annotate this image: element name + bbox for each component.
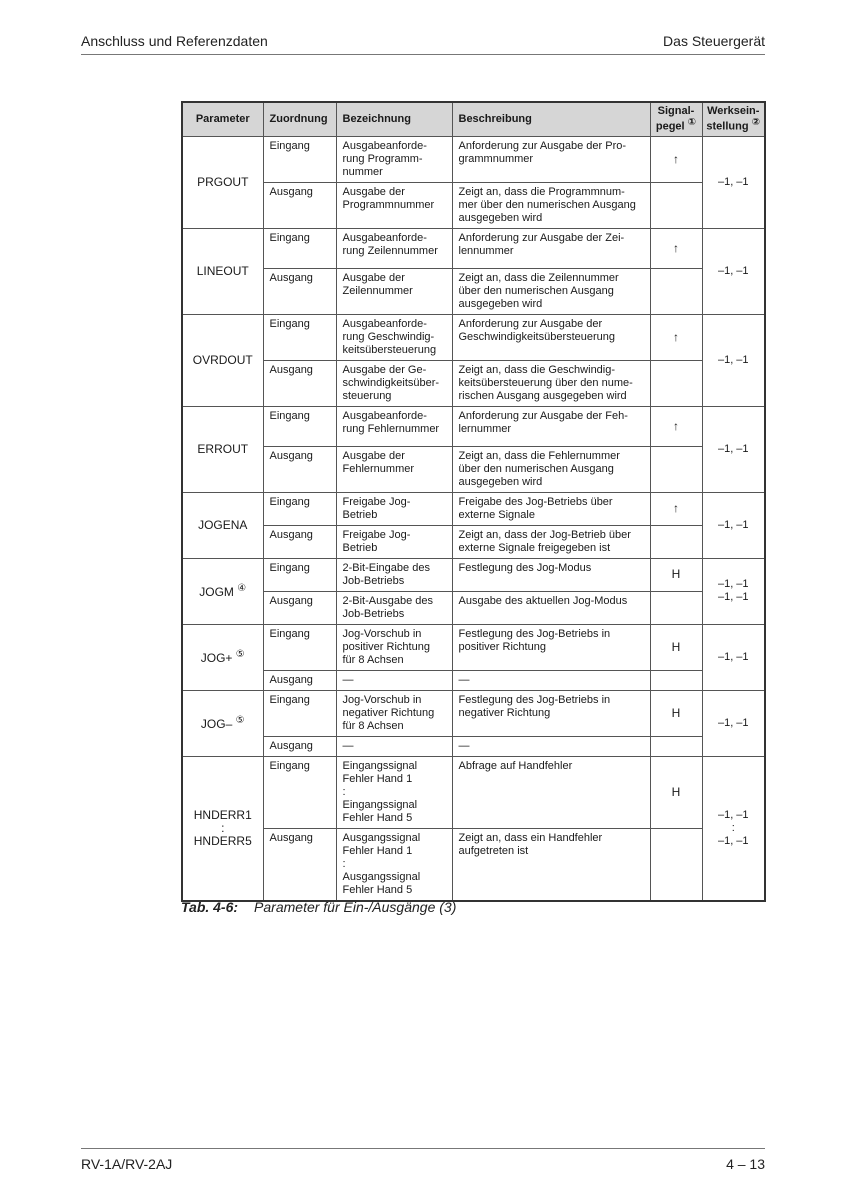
zuordnung-cell: Eingang — [263, 624, 336, 670]
zuordnung-cell: Eingang — [263, 136, 336, 182]
signal-level-cell — [650, 670, 702, 690]
table-row — [182, 591, 765, 624]
parameter-cell — [182, 492, 263, 558]
beschreibung-cell: Anforderung zur Ausgabe der Zei- lennummer — [452, 228, 650, 268]
default-setting-cell: –1, –1 — [702, 314, 765, 406]
signal-level-cell — [650, 828, 702, 901]
parameter-cell — [182, 690, 263, 756]
bezeichnung-cell: Ausgabe der Programmnummer — [336, 182, 452, 228]
beschreibung-cell: Anforderung zur Ausgabe der Pro- grammnummer — [452, 136, 650, 182]
zuordnung-cell: Ausgang — [263, 360, 336, 406]
running-header-chapter: Anschluss und Referenzdaten — [81, 33, 268, 49]
beschreibung-cell: Zeigt an, dass die Zeilennummer über den numerischen Ausgang ausgegeben wird — [452, 268, 650, 314]
signal-level-cell: H — [650, 690, 702, 736]
beschreibung-cell: Festlegung des Jog-Modus — [452, 558, 650, 591]
table-row — [182, 492, 765, 525]
column-header-zuordnung: Zuordnung — [263, 102, 336, 136]
parameter-name: LINEOUT — [196, 263, 249, 278]
zuordnung-cell: Eingang — [263, 756, 336, 828]
zuordnung-cell: Eingang — [263, 314, 336, 360]
zuordnung-cell: Ausgang — [263, 525, 336, 558]
signal-level-cell: ↑ — [650, 228, 702, 268]
signal-level-cell: ↑ — [650, 492, 702, 525]
parameter-cell — [182, 756, 263, 901]
table-row — [182, 314, 765, 360]
zuordnung-cell: Ausgang — [263, 828, 336, 901]
table-row — [182, 690, 765, 736]
parameter-name: HNDERR1 : HNDERR5 — [193, 807, 252, 848]
table-row — [182, 828, 765, 901]
beschreibung-cell: Zeigt an, dass die Geschwindig- keitsübersteuerung über den nume- rischen Ausgang ausgegeben wird — [452, 360, 650, 406]
table-row — [182, 736, 765, 756]
signal-level-cell: H — [650, 558, 702, 591]
parameter-name: OVRDOUT — [192, 352, 253, 367]
bezeichnung-cell: 2-Bit-Ausgabe des Job-Betriebs — [336, 591, 452, 624]
column-header-signalpegel — [650, 102, 702, 136]
table-row — [182, 446, 765, 492]
parameter-name: PRGOUT — [197, 174, 249, 189]
signal-level-cell: H — [650, 756, 702, 828]
footer-divider — [81, 1148, 765, 1149]
beschreibung-cell: Ausgabe des aktuellen Jog-Modus — [452, 591, 650, 624]
caption-label: Tab. 4-6: — [181, 899, 239, 915]
table-row — [182, 525, 765, 558]
parameter-cell — [182, 314, 263, 406]
header-divider — [81, 54, 765, 55]
page-number: 4 – 13 — [726, 1156, 765, 1172]
default-setting-cell: –1, –1 — [702, 406, 765, 492]
bezeichnung-cell: Ausgabeanforde- rung Geschwindig- keitsübersteuerung — [336, 314, 452, 360]
footnote-marker: ④ — [237, 582, 247, 594]
beschreibung-cell: Zeigt an, dass die Fehlernummer über den numerischen Ausgang ausgegeben wird — [452, 446, 650, 492]
default-setting-cell: –1, –1 : –1, –1 — [702, 756, 765, 901]
signal-level-cell: ↑ — [650, 314, 702, 360]
table-row — [182, 182, 765, 228]
parameter-name: JOGM — [199, 584, 234, 599]
table-row — [182, 136, 765, 182]
bezeichnung-cell: Ausgabe der Zeilennummer — [336, 268, 452, 314]
table-row — [182, 268, 765, 314]
default-setting-cell: –1, –1 — [702, 228, 765, 314]
parameter-name: JOGENA — [198, 517, 248, 532]
footnote-marker: ① — [687, 117, 697, 128]
bezeichnung-cell: Freigabe Jog- Betrieb — [336, 492, 452, 525]
caption-text: Parameter für Ein-/Ausgänge (3) — [254, 899, 457, 915]
beschreibung-cell: Festlegung des Jog-Betriebs in negativer Richtung — [452, 690, 650, 736]
beschreibung-cell: Zeigt an, dass ein Handfehler aufgetreten ist — [452, 828, 650, 901]
bezeichnung-cell: Ausgabe der Fehlernummer — [336, 446, 452, 492]
table-body — [182, 136, 765, 901]
beschreibung-cell: Freigabe des Jog-Betriebs über externe Signale — [452, 492, 650, 525]
column-header-werkseinstellung-text: Werksein- stellung — [706, 105, 760, 133]
beschreibung-cell: Zeigt an, dass der Jog-Betrieb über externe Signale freigegeben ist — [452, 525, 650, 558]
zuordnung-cell: Ausgang — [263, 446, 336, 492]
zuordnung-cell: Ausgang — [263, 591, 336, 624]
parameter-cell — [182, 406, 263, 492]
zuordnung-cell: Eingang — [263, 228, 336, 268]
signal-level-cell — [650, 525, 702, 558]
bezeichnung-cell: Jog-Vorschub in positiver Richtung für 8 Achsen — [336, 624, 452, 670]
bezeichnung-cell: Jog-Vorschub in negativer Richtung für 8 Achsen — [336, 690, 452, 736]
beschreibung-cell: Zeigt an, dass die Programmnum- mer über den numerischen Ausgang ausgegeben wird — [452, 182, 650, 228]
parameter-cell — [182, 228, 263, 314]
zuordnung-cell: Eingang — [263, 690, 336, 736]
bezeichnung-cell: Eingangssignal Fehler Hand 1 : Eingangssignal Fehler Hand 5 — [336, 756, 452, 828]
bezeichnung-cell: 2-Bit-Eingabe des Job-Betriebs — [336, 558, 452, 591]
signal-level-cell — [650, 182, 702, 228]
signal-level-cell — [650, 360, 702, 406]
default-setting-cell: –1, –1 — [702, 624, 765, 690]
parameter-table — [181, 101, 766, 902]
signal-level-cell: H — [650, 624, 702, 670]
zuordnung-cell: Eingang — [263, 492, 336, 525]
signal-level-cell — [650, 591, 702, 624]
column-header-signalpegel-text: Signal- pegel — [655, 105, 695, 133]
signal-level-cell — [650, 446, 702, 492]
zuordnung-cell: Eingang — [263, 406, 336, 446]
beschreibung-cell: Anforderung zur Ausgabe der Feh- lernummer — [452, 406, 650, 446]
footnote-marker: ② — [751, 117, 761, 128]
signal-level-cell — [650, 268, 702, 314]
footer-model: RV-1A/RV-2AJ — [81, 1156, 173, 1172]
column-header-beschreibung: Beschreibung — [452, 102, 650, 136]
beschreibung-cell: Festlegung des Jog-Betriebs in positiver Richtung — [452, 624, 650, 670]
beschreibung-cell: Anforderung zur Ausgabe der Geschwindigkeitsübersteuerung — [452, 314, 650, 360]
zuordnung-cell: Ausgang — [263, 670, 336, 690]
parameter-cell — [182, 136, 263, 228]
table-row — [182, 228, 765, 268]
zuordnung-cell: Ausgang — [263, 736, 336, 756]
bezeichnung-cell: Ausgabeanforde- rung Zeilennummer — [336, 228, 452, 268]
parameter-name: JOG– — [200, 716, 233, 731]
column-header-werkseinstellung — [702, 102, 765, 136]
default-setting-cell: –1, –1 –1, –1 — [702, 558, 765, 624]
parameter-name: ERROUT — [197, 441, 249, 456]
footnote-marker: ⑤ — [235, 714, 245, 726]
footnote-marker: ⑤ — [235, 648, 245, 660]
zuordnung-cell: Ausgang — [263, 182, 336, 228]
bezeichnung-cell: Ausgabeanforde- rung Programm- nummer — [336, 136, 452, 182]
column-header-parameter: Parameter — [182, 102, 263, 136]
table-row — [182, 360, 765, 406]
column-header-bezeichnung: Bezeichnung — [336, 102, 452, 136]
running-header-section: Das Steuergerät — [663, 33, 765, 49]
default-setting-cell: –1, –1 — [702, 690, 765, 756]
bezeichnung-cell: Ausgangssignal Fehler Hand 1 : Ausgangssignal Fehler Hand 5 — [336, 828, 452, 901]
table-header-row — [182, 102, 765, 136]
signal-level-cell — [650, 736, 702, 756]
table-row — [182, 624, 765, 670]
table-row — [182, 670, 765, 690]
bezeichnung-cell: — — [336, 670, 452, 690]
beschreibung-cell: Abfrage auf Handfehler — [452, 756, 650, 828]
bezeichnung-cell: — — [336, 736, 452, 756]
signal-level-cell: ↑ — [650, 406, 702, 446]
bezeichnung-cell: Ausgabe der Ge- schwindigkeitsüber- steuerung — [336, 360, 452, 406]
parameter-name: JOG+ — [200, 650, 233, 665]
beschreibung-cell: — — [452, 670, 650, 690]
zuordnung-cell: Eingang — [263, 558, 336, 591]
default-setting-cell: –1, –1 — [702, 136, 765, 228]
default-setting-cell: –1, –1 — [702, 492, 765, 558]
parameter-cell — [182, 624, 263, 690]
table-row — [182, 756, 765, 828]
signal-level-cell: ↑ — [650, 136, 702, 182]
zuordnung-cell: Ausgang — [263, 268, 336, 314]
beschreibung-cell: — — [452, 736, 650, 756]
table-row — [182, 558, 765, 591]
table-row — [182, 406, 765, 446]
bezeichnung-cell: Ausgabeanforde- rung Fehlernummer — [336, 406, 452, 446]
parameter-cell — [182, 558, 263, 624]
bezeichnung-cell: Freigabe Jog- Betrieb — [336, 525, 452, 558]
table-caption — [181, 899, 456, 915]
